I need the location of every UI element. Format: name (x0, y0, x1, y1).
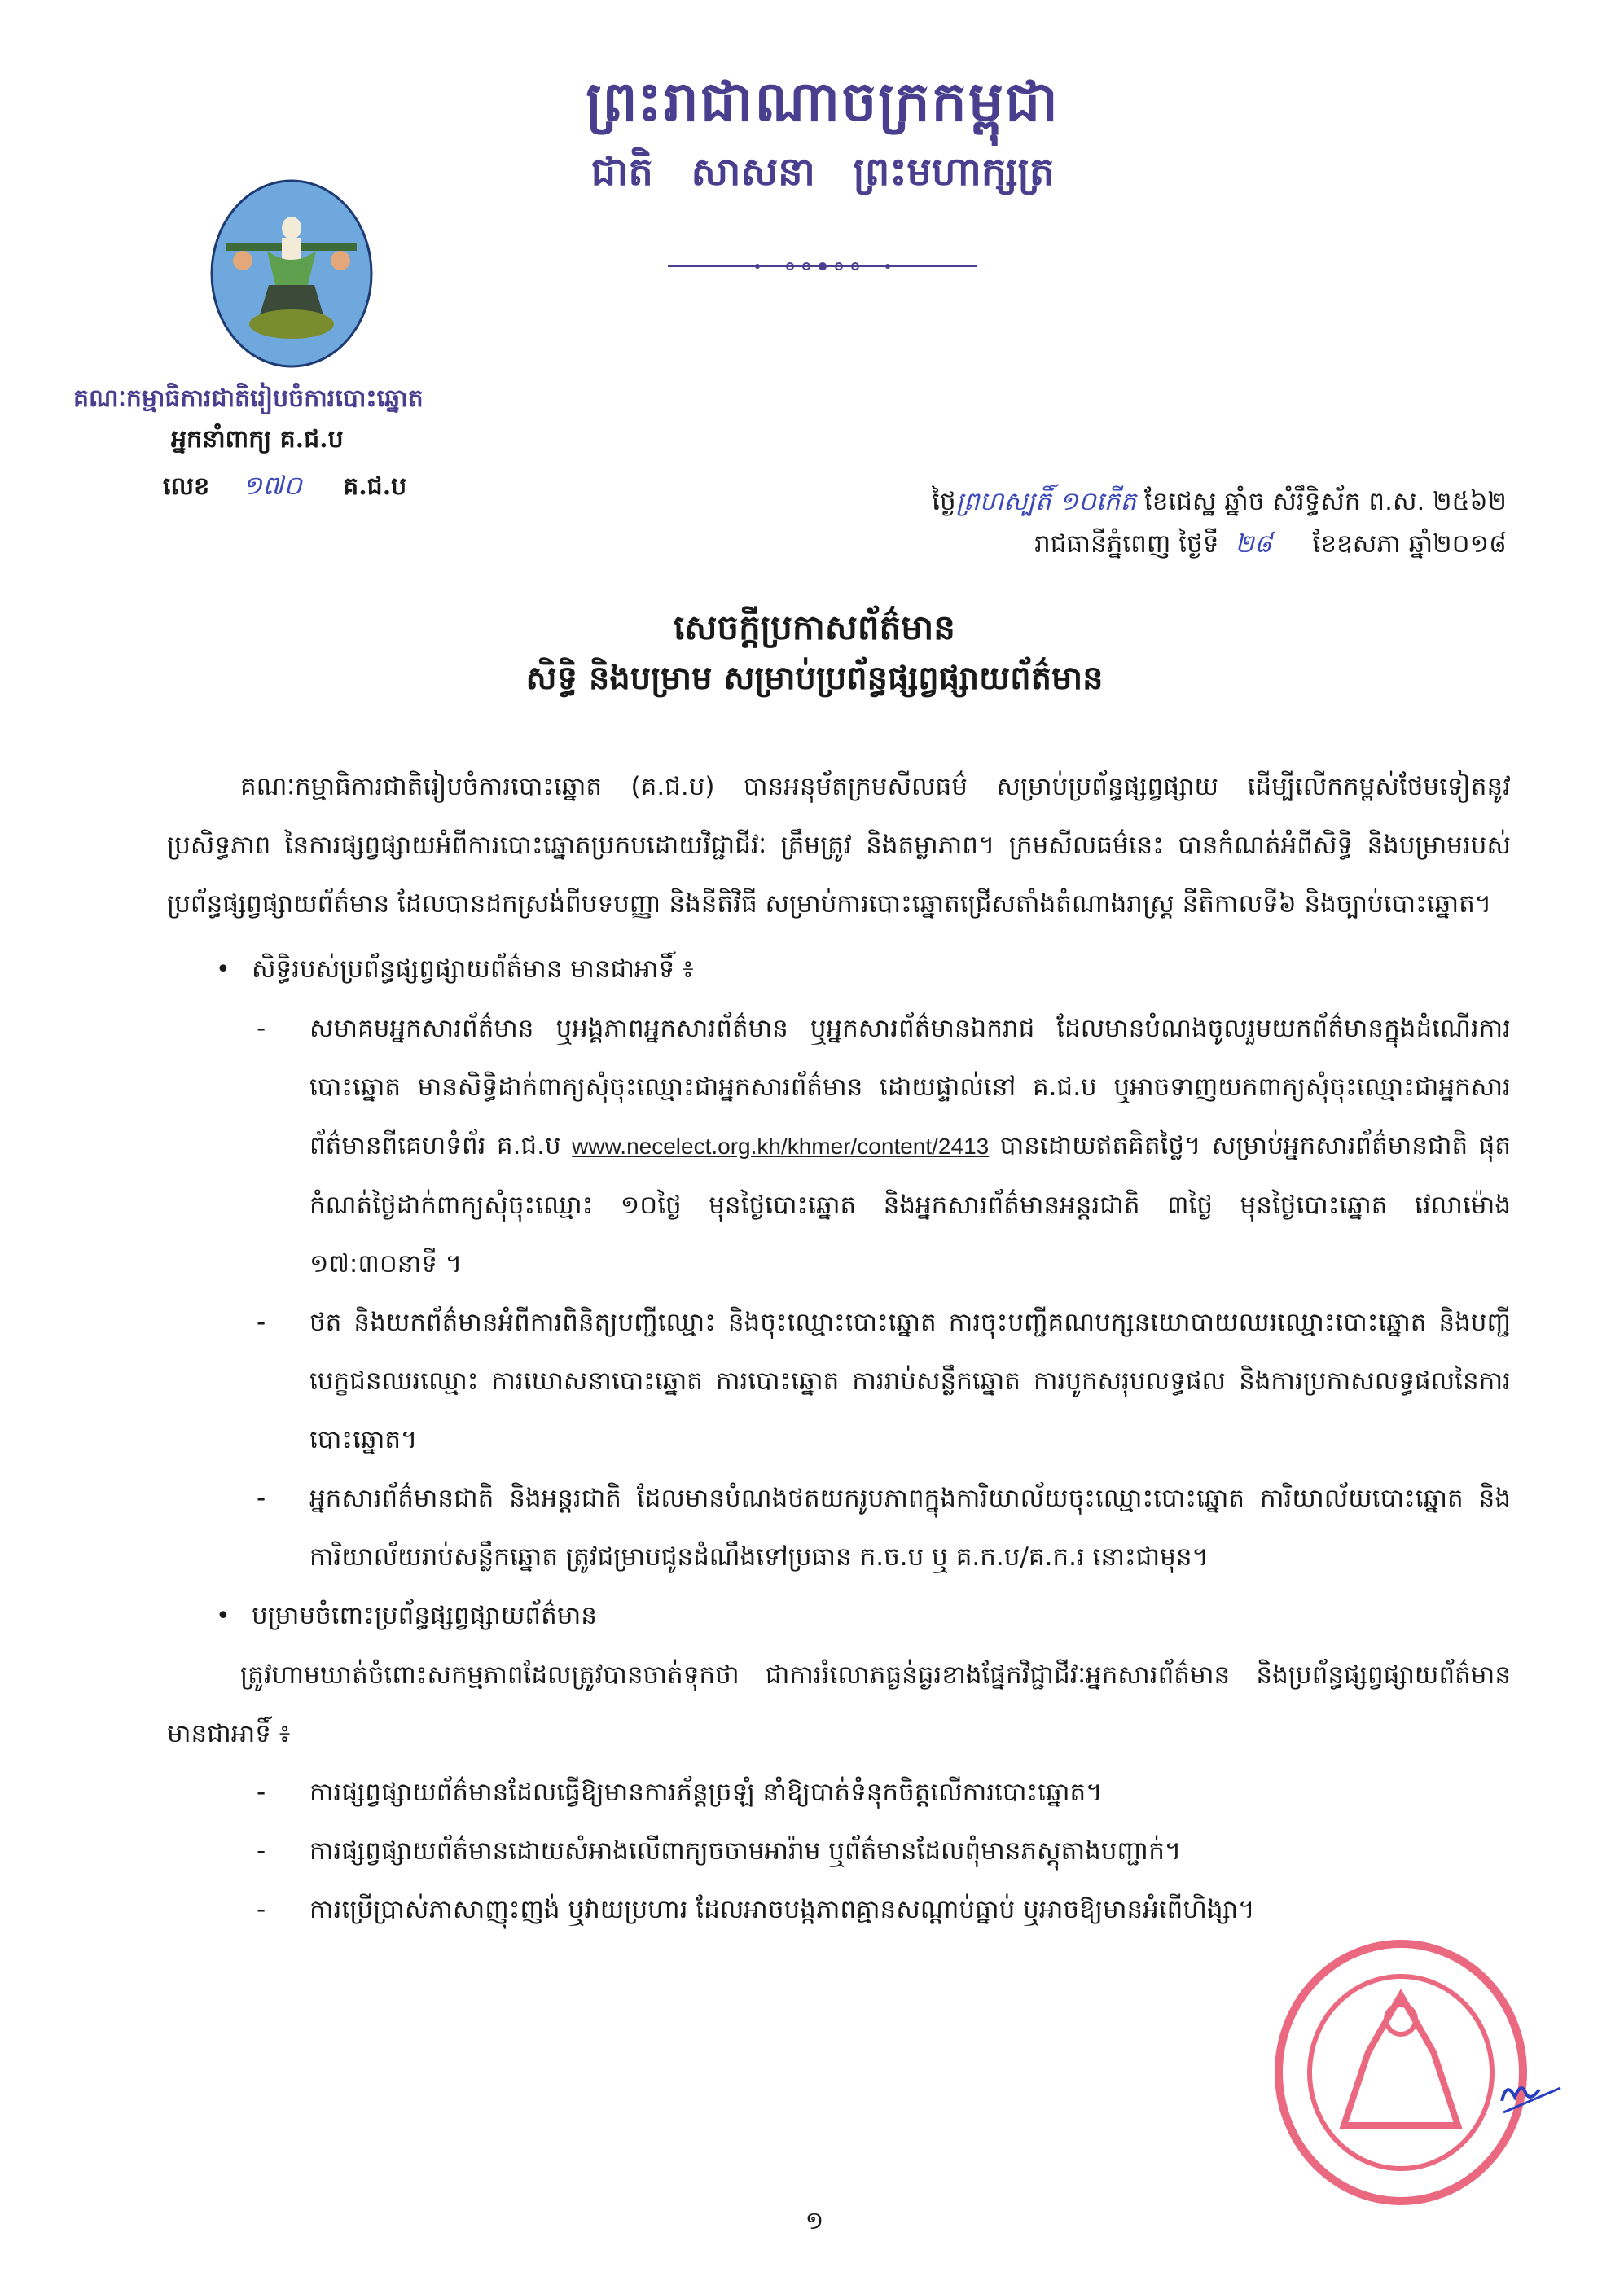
organization-name: គណៈកម្មាធិការជាតិរៀបចំការបោះឆ្នោត (73, 384, 424, 413)
registration-link[interactable]: www.necelect.org.kh/khmer/content/2413 (572, 1134, 990, 1159)
ref-label: លេខ (163, 472, 210, 501)
national-motto: ជាតិ សាសនា ព្រះមហាក្សត្រ (590, 149, 1055, 195)
ornament-divider-icon (668, 261, 977, 272)
signature-initials-icon (1499, 2077, 1564, 2117)
list-item (257, 999, 1511, 1293)
section-rights-heading (216, 940, 1511, 999)
dash-icon: - (257, 1014, 266, 1043)
dash-icon: - (257, 1836, 266, 1866)
kingdom-header (521, 61, 1124, 201)
section-heading: បម្រាមចំពោះប្រព័ន្ធផ្សព្វផ្សាយព័ត៌មាន (252, 1601, 597, 1630)
nec-logo-icon (210, 179, 373, 368)
dash-icon: - (257, 1484, 266, 1513)
spokesperson-label: អ្នកនាំពាក្យ គ.ជ.ប (171, 425, 344, 454)
solar-date (814, 523, 1507, 565)
bullet-icon: • (216, 955, 230, 984)
ref-suffix: គ.ជ.ប (343, 472, 407, 501)
list-item-text: បានដោយឥតគិតថ្លៃ។ សម្រាប់អ្នកសារព័ត៌មានជាតិ ផុតកំណត់ថ្ងៃដាក់ពាក្យសុំចុះឈ្មោះ ១០ថ្ងៃ មុនថ្ងៃបោះឆ្នោត និងអ្នកសារព័ត៌មានអន្តរជាតិ ៣ថ្ងៃ មុនថ្ងៃបោះឆ្នោត វេលាម៉ោង ១៧:៣០នាទី ។ (309, 1131, 1512, 1279)
dash-icon: - (257, 1895, 266, 1924)
month-year: ខែឧសភា ឆ្នាំ២០១៨ (1312, 529, 1507, 559)
title-line-1: សេចក្តីប្រកាសព័ត៌មាន (674, 607, 955, 647)
lunar-prefix: ថ្ងៃ (932, 487, 956, 516)
title-line-2: សិទ្ធិ និងបម្រាម សម្រាប់ប្រព័ន្ធផ្សព្វផ្សាយព័ត៌មាន (525, 659, 1104, 697)
reference-number (73, 465, 578, 507)
document-body (167, 757, 1511, 1939)
bullet-icon: • (216, 1602, 230, 1630)
lunar-rest: ខែជេស្ឋ ឆ្នាំច សំរឹទ្ធិស័ក ព.ស. ២៥៦២ (1143, 487, 1507, 516)
list-item-text: សមាគមអ្នកសារព័ត៌មាន ឬអង្គភាពអ្នកសារព័ត៌មាន ឬអ្នកសារព័ត៌មានឯករាជ ដែលមានបំណងចូលរួមយកព័ត៌មានក្នុងដំណើរការបោះឆ្នោត មានសិទ្ធិដាក់ពាក្យសុំចុះឈ្មោះជាអ្នកសារព័ត៌មាន ដោយផ្ទាល់នៅ គ.ជ.ប ឬអាចទាញយកពាក្យសុំចុះឈ្មោះជាអ្នកសារព័ត៌មានពីគេហទំព័រ គ.ជ.ប (309, 1014, 1511, 1160)
dash-icon: - (257, 1308, 266, 1337)
list-item-text: ការផ្សព្វផ្សាយព័ត៌មានដោយសំអាងលើពាក្យចចាមអារ៉ាម ឬព័ត៌មានដែលពុំមានភស្តុតាងបញ្ជាក់។ (309, 1836, 1182, 1866)
day-handwritten: ២៨ (1235, 529, 1272, 559)
list-item (257, 1763, 1511, 1822)
place-prefix: រាជធានីភ្នំពេញ ថ្ងៃទី (1034, 529, 1219, 559)
section-heading: សិទ្ធិរបស់ប្រព័ន្ធផ្សព្វផ្សាយព័ត៌មាន មានជាអាទិ៍ ៖ (252, 954, 694, 984)
ref-number-handwritten: ១៧០ (242, 470, 302, 501)
kingdom-title: ព្រះរាជាណាចក្រកម្ពុជា (586, 69, 1060, 134)
list-item-text: ការប្រើប្រាស់ភាសាញុះញង់ ឬវាយប្រហារ ដែលអាចបង្កភាពគ្មានសណ្តាប់ធ្នាប់ ឬអាចឱ្យមានអំពើហិង្សា។ (309, 1895, 1255, 1924)
list-item-text: ការផ្សព្វផ្សាយព័ត៌មានដែលធ្វើឱ្យមានការភ័ន្តច្រឡំ នាំឱ្យបាត់ទំនុកចិត្តលើការបោះឆ្នោត។ (309, 1778, 1103, 1807)
list-item (257, 1293, 1511, 1469)
intro-paragraph: គណៈកម្មាធិការជាតិរៀបចំការបោះឆ្នោត (គ.ជ.ប) បានអនុម័តក្រមសីលធម៌ សម្រាប់ប្រព័ន្ធផ្សព្វផ្សាយ ដើម្បីលើកកម្ពស់ថែមទៀតនូវប្រសិទ្ធភាព នៃការផ្សព្វផ្សាយអំពីការបោះឆ្នោតប្រកបដោយវិជ្ជាជីវៈ ត្រឹមត្រូវ និងតម្លាភាព។ ក្រមសីលធម៌នេះ បានកំណត់អំពីសិទ្ធិ និងបម្រាមរបស់ប្រព័ន្ធផ្សព្វផ្សាយព័ត៌មាន ដែលបានដកស្រង់ពីបទបញ្ញា និងនីតិវិធី សម្រាប់ការបោះឆ្នោតជ្រើសតាំងតំណាងរាស្ត្រ នីតិកាលទី៦ និងច្បាប់បោះឆ្នោត។ (167, 772, 1511, 919)
lunar-date (814, 480, 1507, 523)
list-item-text: អ្នកសារព័ត៌មានជាតិ និងអន្តរជាតិ ដែលមានបំណងថតយករូបភាពក្នុងការិយាល័យចុះឈ្មោះបោះឆ្នោត ការិយាល័យបោះឆ្នោត និងការិយាល័យរាប់សន្លឹកឆ្នោត ត្រូវជម្រាបជូនដំណឹងទៅប្រធាន ក.ច.ប ឬ គ.ក.ប/គ.ក.រ នោះជាមុន។ (309, 1484, 1511, 1572)
page-number: ១ (805, 2207, 824, 2235)
list-item (257, 1469, 1511, 1586)
lunar-day-handwritten: ព្រហស្បតិ៍ ១០កើត (955, 487, 1137, 516)
dash-icon: - (257, 1778, 266, 1807)
date-block (814, 480, 1507, 565)
list-item (257, 1822, 1511, 1880)
list-item-text: ថត និងយកព័ត៌មានអំពីការពិនិត្យបញ្ជីឈ្មោះ និងចុះឈ្មោះបោះឆ្នោត ការចុះបញ្ជីគណបក្សនយោបាយឈរឈ្មោះបោះឆ្នោត និងបញ្ជីបេក្ខជនឈរឈ្មោះ ការឃោសនាបោះឆ្នោត ការបោះឆ្នោត ការរាប់សន្លឹកឆ្នោត ការបូកសរុបលទ្ធផល និងការប្រកាសលទ្ធផលនៃការបោះឆ្នោត។ (309, 1308, 1511, 1454)
prohibitions-intro: ត្រូវហាមឃាត់ចំពោះសកម្មភាពដែលត្រូវបានចាត់ទុកថា ជាការរំលោភធ្ងន់ធ្ងរខាងផ្នែកវិជ្ជាជីវៈអ្នកសារព័ត៌មាន និងប្រព័ន្ធផ្សព្វផ្សាយព័ត៌មាន មានជាអាទិ៍ ៖ (167, 1660, 1511, 1748)
document-title (326, 603, 1303, 704)
official-stamp-icon (1271, 1938, 1531, 2207)
section-prohibitions-heading (216, 1586, 1511, 1646)
list-item (257, 1880, 1511, 1939)
organization-block (73, 379, 578, 507)
